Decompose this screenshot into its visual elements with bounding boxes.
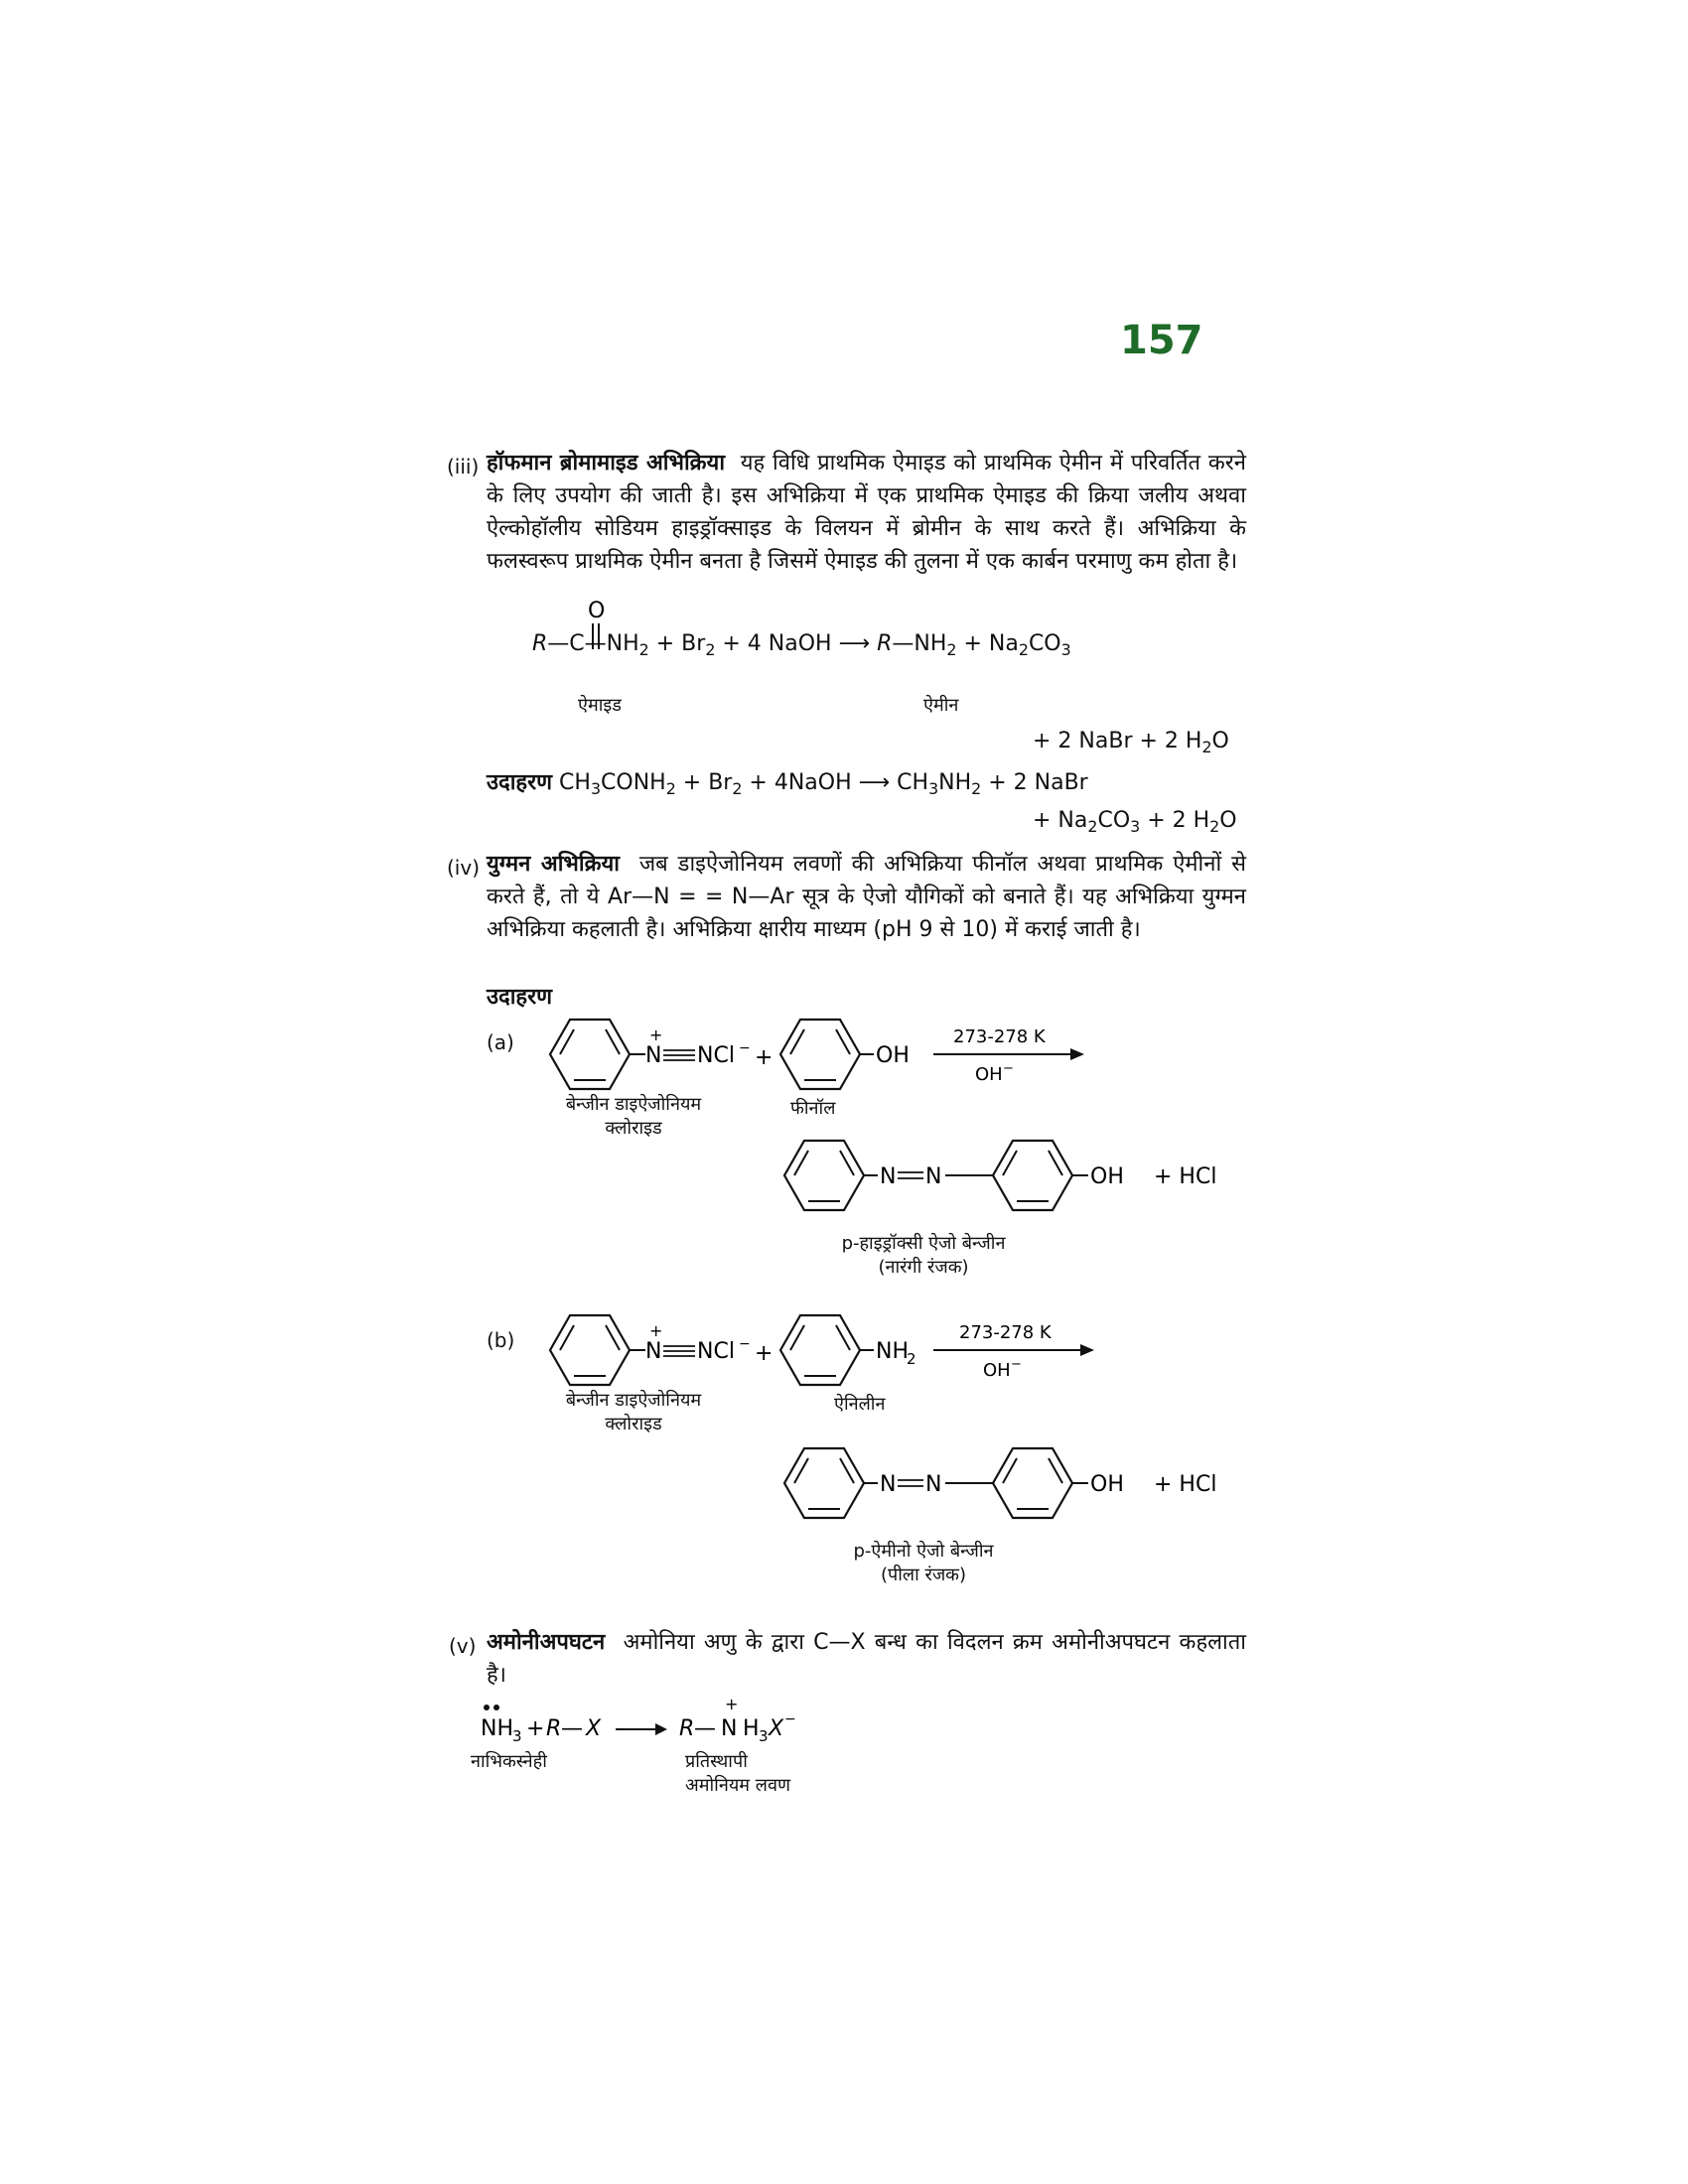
benzene-ring-icon — [780, 1020, 860, 1089]
svg-text:NCl: NCl — [697, 1339, 735, 1364]
svg-text:—: — — [561, 1716, 583, 1741]
product-a-label — [804, 1231, 1043, 1279]
svg-text:H: H — [743, 1716, 760, 1741]
svg-text:OH: OH — [1090, 1164, 1124, 1189]
amide-label: ऐमाइड — [578, 695, 622, 716]
svg-text:NH: NH — [481, 1716, 513, 1741]
svg-text:OH: OH — [983, 1360, 1011, 1381]
svg-text:+ HCl: + HCl — [1154, 1164, 1217, 1189]
reaction-a-condition: 273-278 K — [953, 1026, 1046, 1047]
hofmann-equation: O $R—C—NH_2 + Br_2 + 4$ NaOH ⟶ $R—NH_2 + Na_2CO_3$ — [532, 631, 1071, 659]
coupling-example-label: उदाहरण — [487, 985, 553, 1010]
hofmann-heading: हॉफमान ब्रोमामाइड अभिक्रिया — [487, 451, 726, 476]
svg-text:OH: OH — [975, 1064, 1003, 1085]
section-iv-marker: (iv) — [447, 856, 480, 880]
svg-text:R: R — [679, 1716, 695, 1741]
section-v-marker: (v) — [449, 1634, 477, 1658]
coupling-paragraph — [487, 848, 1246, 946]
svg-text:NH: NH — [876, 1339, 909, 1364]
hofmann-example-label: उदाहरण — [487, 770, 553, 795]
svg-text:+ HCl: + HCl — [1154, 1472, 1217, 1497]
product-b-label-line1: p-ऐमीनो ऐजो बेन्जीन — [853, 1541, 994, 1562]
svg-text:3: 3 — [759, 1727, 769, 1745]
svg-text:+: + — [725, 1695, 739, 1713]
product-b-label — [804, 1539, 1043, 1586]
hofmann-example: उदाहरण $CH_3CONH_2 + Br_2$ + 4NaOH ⟶ $CH_3NH_2 + 2$ NaBr — [487, 770, 1088, 798]
coupling-text: जब डाइऐजोनियम लवणों की अभिक्रिया फीनॉल अथवा प्राथमिक ऐमीनों से करते हैं, तो ये Ar—N = = N—Ar सूत्र के ऐजो यौगिकों को बनाते हैं। यह अभिक्रिया युग्मन अभिक्रिया कहलाती है। अभिक्रिया क्षारीय माध्यम (pH 9 से 10) में कराई जाती है। — [487, 852, 1246, 942]
svg-text:+: + — [649, 1025, 663, 1044]
substituted-salt-label — [685, 1749, 790, 1797]
svg-text:R: R — [546, 1716, 562, 1741]
phenol-label: फीनॉल — [790, 1098, 836, 1119]
reaction-a-product — [755, 1122, 1251, 1231]
nucleophile-label: नाभिकस्नेही — [471, 1751, 547, 1772]
benzene-diazonium-label — [544, 1092, 723, 1140]
reaction-a-marker: (a) — [487, 1030, 514, 1054]
reaction-b-marker: (b) — [487, 1328, 515, 1352]
hofmann-equation-cont: + 2 NaBr + 2 $H_2O$ — [1033, 729, 1229, 756]
svg-text:N: N — [925, 1164, 942, 1189]
benzene-ring-icon — [550, 1020, 630, 1089]
benzene-ring-icon — [993, 1141, 1072, 1210]
benzene-ring-icon — [784, 1141, 864, 1210]
amine-label: ऐमीन — [923, 695, 959, 716]
svg-text:OH: OH — [1090, 1472, 1124, 1497]
svg-text:−: − — [1011, 1357, 1022, 1372]
svg-text:NCl: NCl — [697, 1043, 735, 1068]
svg-text:—: — — [694, 1716, 716, 1741]
benzene-ring-icon — [993, 1448, 1072, 1518]
svg-text:−: − — [739, 1040, 751, 1056]
svg-text:−: − — [784, 1711, 796, 1727]
svg-text:N: N — [880, 1164, 897, 1189]
hofmann-example-cont: + $Na_2CO_3 + 2$ $H_2O$ — [1033, 808, 1237, 836]
benzene-diazonium-label-b — [544, 1388, 723, 1435]
svg-text:N: N — [721, 1716, 738, 1741]
product-a-label-line2: (नारंगी रंजक) — [878, 1257, 969, 1278]
ammonolysis-text: अमोनिया अणु के द्वारा C—X बन्ध का विदलन क्रम अमोनीअपघटन कहलाता है। — [487, 1630, 1246, 1688]
section-iii-marker: (iii) — [447, 455, 480, 478]
hofmann-paragraph — [487, 447, 1246, 578]
hofmann-equation-svg — [532, 592, 1068, 681]
page-number: 157 — [1120, 318, 1203, 363]
benzene-diazonium-label-b-line2: क्लोराइड — [605, 1414, 662, 1434]
product-b-label-line2: (पीला रंजक) — [880, 1565, 967, 1585]
benzene-ring-icon — [780, 1315, 860, 1385]
ammonolysis-paragraph — [487, 1626, 1246, 1692]
svg-text:3: 3 — [512, 1727, 522, 1745]
svg-text:+: + — [755, 1341, 774, 1366]
svg-text:+: + — [755, 1045, 774, 1070]
reaction-b-condition: 273-278 K — [959, 1322, 1052, 1343]
benzene-diazonium-label-b-line1: बेन्जीन डाइऐजोनियम — [565, 1390, 702, 1411]
svg-text:N: N — [925, 1472, 942, 1497]
svg-text:−: − — [739, 1336, 751, 1352]
svg-text:X: X — [586, 1716, 602, 1741]
coupling-heading: युग्मन अभिक्रिया — [487, 852, 620, 877]
svg-text:−: − — [1003, 1061, 1014, 1076]
hofmann-text: यह विधि प्राथमिक ऐमाइड को प्राथमिक ऐमीन में परिवर्तित करने के लिए उपयोग की जाती है। इस अभिक्रिया में एक प्राथमिक ऐमाइड की क्रिया जलीय अथवा ऐल्कोहॉलीय सोडियम हाइड्रॉक्साइड के विलयन में ब्रोमीन के साथ करते हैं। अभिक्रिया के फलस्वरूप प्राथमिक ऐमीन बनता है जिसमें ऐमाइड की तुलना में एक कार्बन परमाणु कम होता है। — [487, 451, 1246, 574]
substituted-salt-label-line2: अमोनियम लवण — [685, 1775, 790, 1796]
svg-text:N: N — [645, 1043, 662, 1068]
reaction-b-product — [755, 1430, 1251, 1539]
benzene-ring-icon — [784, 1448, 864, 1518]
svg-text:O: O — [588, 599, 606, 623]
product-a-label-line1: p-हाइड्रॉक्सी ऐजो बेन्जीन — [841, 1233, 1006, 1254]
svg-text:OH: OH — [876, 1043, 910, 1068]
benzene-diazonium-label-line2: क्लोराइड — [605, 1118, 662, 1139]
benzene-ring-icon — [550, 1315, 630, 1385]
svg-text:N: N — [645, 1339, 662, 1364]
svg-text:N: N — [880, 1472, 897, 1497]
ammonolysis-heading: अमोनीअपघटन — [487, 1630, 606, 1655]
svg-text:+: + — [649, 1321, 663, 1340]
benzene-diazonium-label-line1: बेन्जीन डाइऐजोनियम — [565, 1094, 702, 1115]
svg-text:2: 2 — [907, 1350, 916, 1368]
aniline-label: ऐनिलीन — [834, 1394, 886, 1415]
substituted-salt-label-line1: प्रतिस्थापी — [685, 1751, 748, 1772]
svg-text:+: + — [526, 1716, 545, 1741]
svg-text:X: X — [769, 1716, 784, 1741]
